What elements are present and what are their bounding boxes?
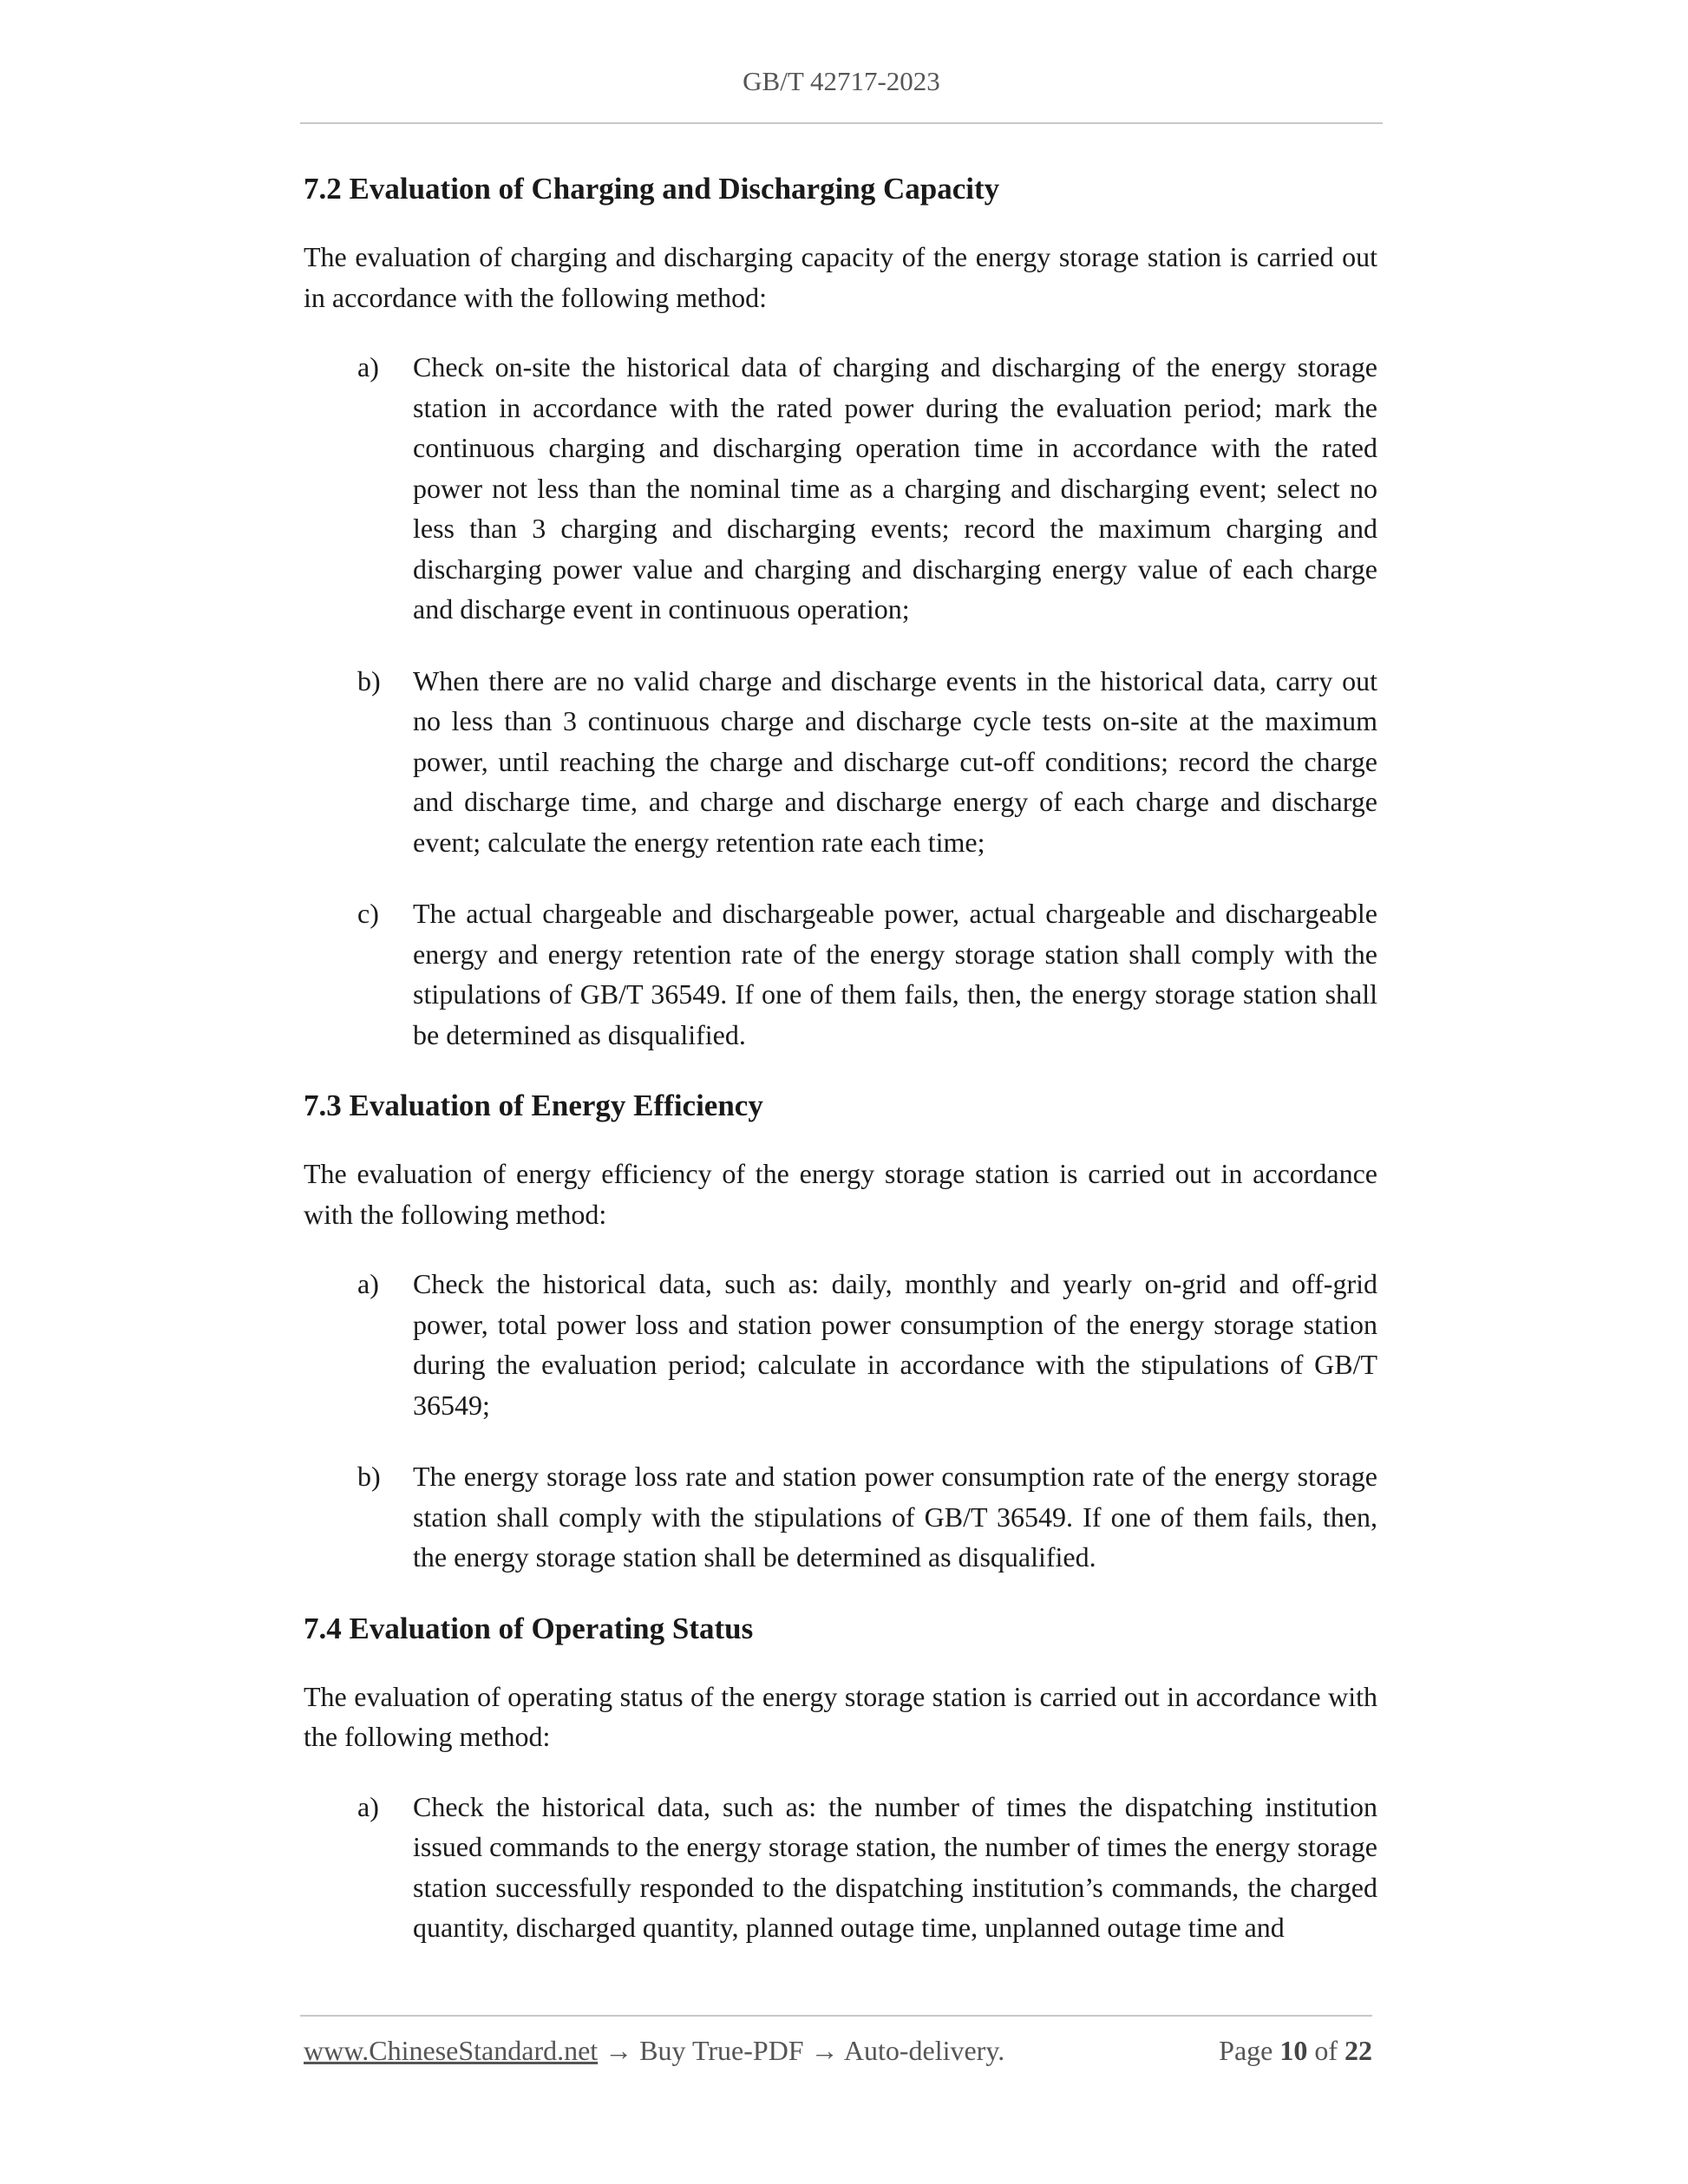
list-item bbox=[304, 893, 1377, 1055]
list-marker: a) bbox=[357, 1790, 379, 1822]
list-marker: b) bbox=[357, 1461, 381, 1492]
list-item bbox=[304, 1264, 1377, 1425]
footer-promo bbox=[304, 2035, 1004, 2067]
section-heading: 7.3 Evaluation of Energy Efficiency bbox=[304, 1089, 763, 1122]
list-item-text: The energy storage loss rate and station power consumption rate of the energy storage station shall comply with the stipulations of GB/T 36549. If one of them fails, then, the energy storage station shall be determined as disqualified. bbox=[413, 1461, 1377, 1573]
page-total: 22 bbox=[1345, 2035, 1372, 2066]
list-item-text: The actual chargeable and dischargeable power, actual chargeable and dischargeable energy and energy retention rate of the energy storage station shall comply with the stipulations of GB/T 36549. If one of them fails, then, the energy storage station shall be determined as disqualified. bbox=[413, 898, 1377, 1050]
of-label: of bbox=[1314, 2035, 1338, 2066]
list-item bbox=[304, 347, 1377, 630]
header-divider bbox=[300, 122, 1383, 124]
list-item bbox=[304, 1787, 1377, 1948]
section-intro: The evaluation of operating status of the energy storage station is carried out in accordance with the following method: bbox=[304, 1680, 1377, 1752]
page-number: 10 bbox=[1279, 2035, 1308, 2066]
page-label: Page bbox=[1219, 2035, 1273, 2066]
list-item bbox=[304, 661, 1377, 863]
page-counter bbox=[1219, 2035, 1372, 2067]
section-heading: 7.4 Evaluation of Operating Status bbox=[304, 1611, 754, 1645]
section-7-3 bbox=[304, 1086, 1377, 1578]
section-intro: The evaluation of energy efficiency of the energy storage station is carried out in accordance with the following method: bbox=[304, 1158, 1377, 1230]
page-footer bbox=[304, 2035, 1372, 2067]
section-7-2 bbox=[304, 169, 1377, 1055]
footer-promo-text: → Buy True-PDF → Auto-delivery. bbox=[598, 2035, 1005, 2066]
document-body bbox=[304, 169, 1377, 1979]
footer-divider bbox=[300, 2015, 1372, 2017]
document-header-title: GB/T 42717-2023 bbox=[743, 66, 940, 96]
list-marker: b) bbox=[357, 664, 381, 696]
section-7-4 bbox=[304, 1609, 1377, 1948]
website-link[interactable]: www.ChineseStandard.net bbox=[304, 2035, 599, 2066]
list-marker: a) bbox=[357, 351, 379, 383]
list-item-text: When there are no valid charge and discharge events in the historical data, carry out no less than 3 continuous charge and discharge cycle tests on-site at the maximum power, until reaching the charge and discharge cut-off conditions; record the charge and discharge time, and charge and discharge energy of each charge and discharge event; calculate the energy retention rate each time; bbox=[413, 664, 1377, 858]
section-heading: 7.2 Evaluation of Charging and Discharging Capacity bbox=[304, 172, 1000, 206]
list-item-text: Check the historical data, such as: daily, monthly and yearly on-grid and off-grid power, total power loss and station power consumption of the energy storage station during the evaluation period; calculate in accordance with the stipulations of GB/T 36549; bbox=[413, 1268, 1377, 1421]
list-item-text: Check on-site the historical data of charging and discharging of the energy storage station in accordance with the rated power during the evaluation period; mark the continuous charging and discharging operation time in accordance with the rated power not less than the nominal time as a charging and discharging event; select no less than 3 charging and discharging events; record the maximum charging and discharging power value and charging and discharging energy value of each charge and discharge event in continuous operation; bbox=[413, 351, 1377, 624]
list-item bbox=[304, 1456, 1377, 1578]
section-intro: The evaluation of charging and discharging capacity of the energy storage station is carried out in accordance with the following method: bbox=[304, 241, 1377, 313]
list-marker: c) bbox=[357, 898, 379, 929]
list-item-text: Check the historical data, such as: the number of times the dispatching institution issued commands to the energy storage station, the number of times the energy storage station successfully responded to the dispatching institution’s commands, the charged quantity, discharged quantity, planned outage time, unplanned outage time and bbox=[413, 1790, 1377, 1943]
list-marker: a) bbox=[357, 1268, 379, 1299]
